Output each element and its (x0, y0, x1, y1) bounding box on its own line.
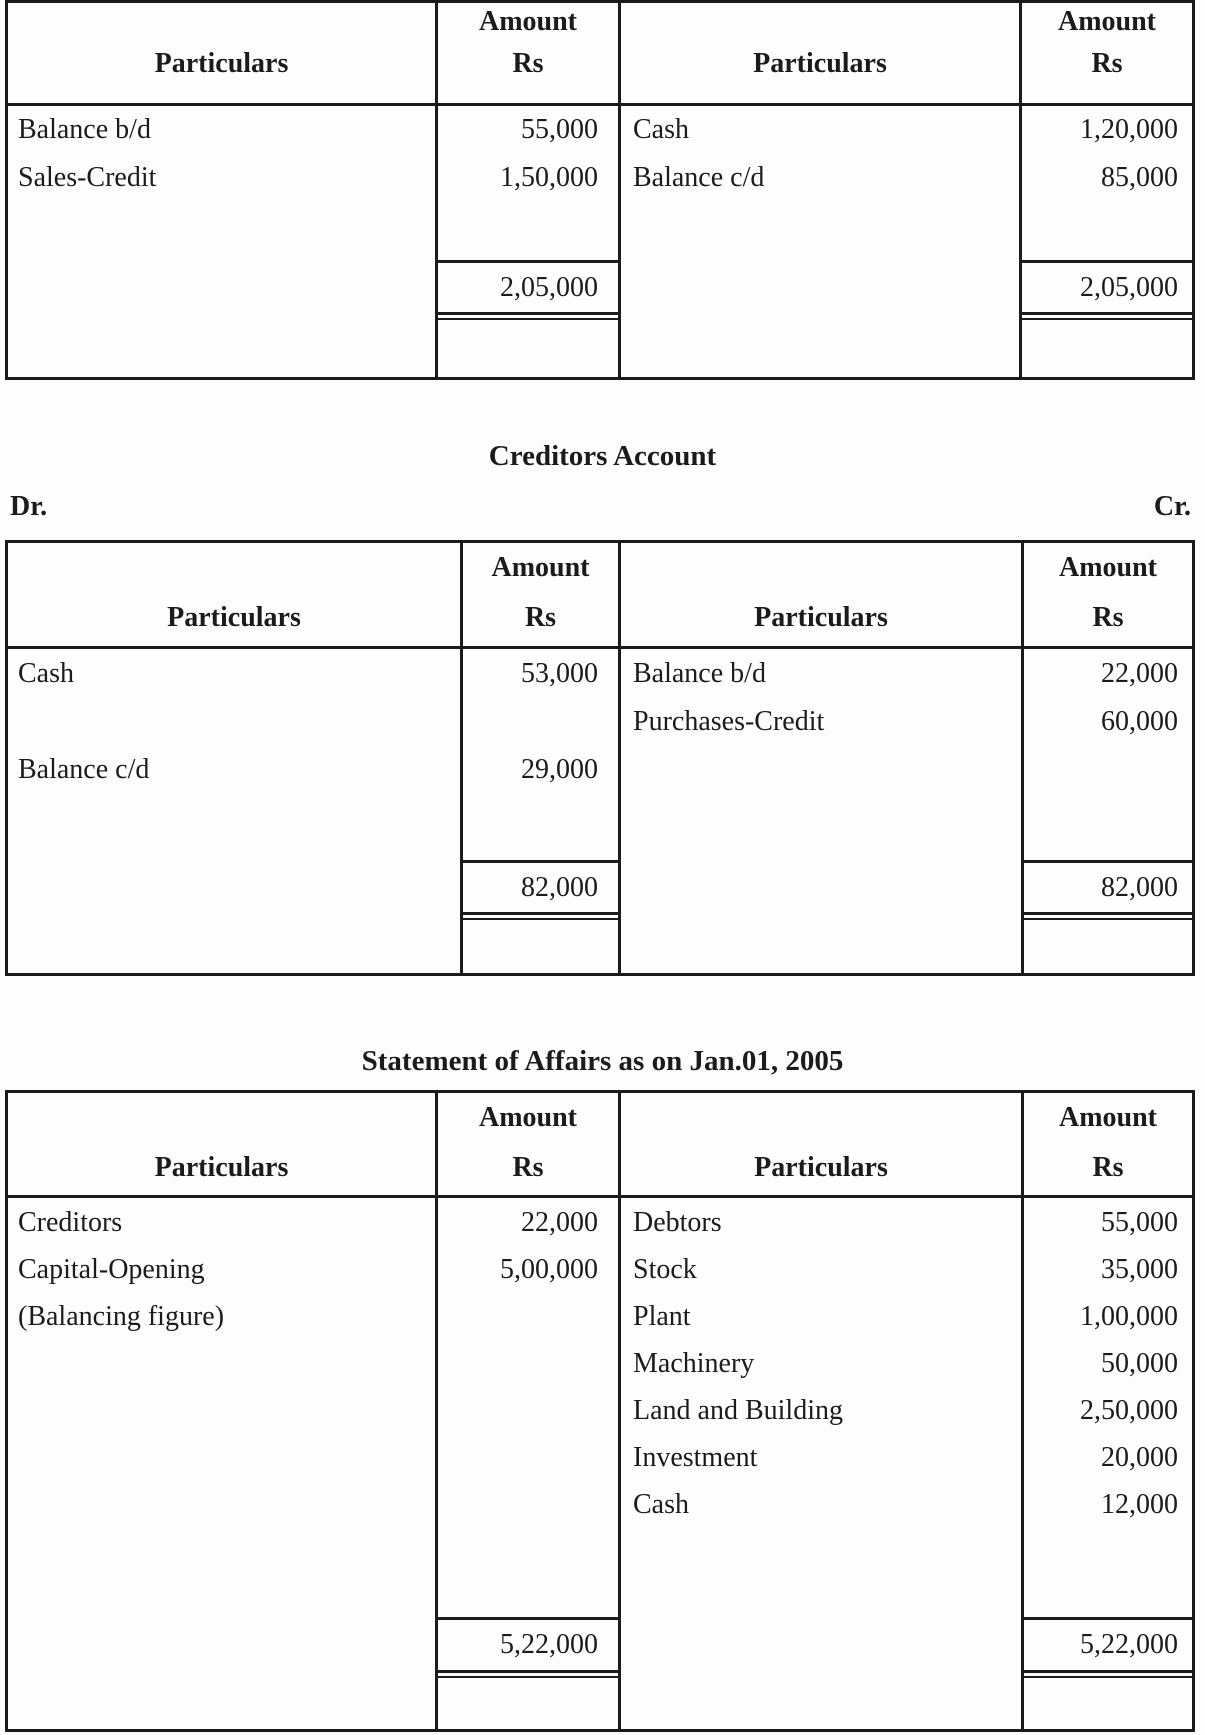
column-header-amount (1024, 1093, 1192, 1193)
table-row-amount: 1,50,000 (500, 162, 598, 193)
total-value: 82,000 (1101, 872, 1178, 903)
dr-label: Dr. (10, 491, 48, 522)
table-row-amount: 2,50,000 (1080, 1395, 1178, 1426)
debit-amount-column (435, 3, 618, 377)
total-rule-bottom (1024, 912, 1192, 915)
total-rule-double (438, 318, 618, 320)
table-row-amount: 20,000 (1101, 1442, 1178, 1473)
total-rule-bottom (1022, 312, 1192, 315)
total-value: 5,22,000 (1080, 1629, 1178, 1660)
credit-particulars-column (618, 543, 1021, 973)
table-row-amount: 1,20,000 (1080, 114, 1178, 145)
table-row-amount: 12,000 (1101, 1489, 1178, 1520)
table-row-amount: 55,000 (1101, 1207, 1178, 1238)
table-row: Debtors (633, 1207, 722, 1238)
debit-particulars-column (8, 3, 435, 377)
table-row-amount: 60,000 (1101, 706, 1178, 737)
amount-header-line2: Rs (512, 1152, 544, 1183)
total-rule-bottom (438, 1670, 618, 1673)
credit-amount-column (1021, 543, 1192, 973)
column-header-particulars: Particulars (154, 1152, 289, 1183)
table-row: Investment (633, 1442, 758, 1473)
total-value: 2,05,000 (1080, 272, 1178, 303)
table-row-amount: 53,000 (521, 658, 598, 689)
table-row-amount: 35,000 (1101, 1254, 1178, 1285)
amount-header-line2: Rs (1092, 1152, 1124, 1183)
table-row: Balance b/d (18, 114, 151, 145)
table-row: Balance c/d (633, 162, 765, 193)
amount-header-line1: Amount (1058, 1102, 1157, 1133)
amount-header-line1: Amount (491, 552, 590, 583)
cr-label: Cr. (1153, 491, 1191, 522)
account-table-top (5, 0, 1195, 380)
amount-header-line2: Rs (1092, 602, 1124, 633)
header-separator (8, 103, 1192, 106)
table-row: Cash (18, 658, 74, 689)
total-rule-double (1024, 918, 1192, 920)
table-row-amount (438, 1293, 618, 1340)
header-separator (8, 1195, 1192, 1198)
account-title: Creditors Account (488, 440, 717, 472)
column-header-particulars: Particulars (754, 602, 888, 633)
total-value: 2,05,000 (500, 272, 598, 303)
column-header-amount (1022, 3, 1192, 87)
column-header-amount (438, 1093, 618, 1193)
amount-header-line1: Amount (1058, 552, 1157, 583)
amount-header-line1: Amount (1057, 6, 1156, 37)
column-header-particulars: Particulars (154, 48, 289, 79)
table-row: Sales-Credit (18, 162, 157, 193)
table-row: Balance c/d (18, 754, 150, 785)
credit-particulars-column (618, 3, 1019, 377)
table-row (8, 698, 460, 746)
column-header-amount (438, 3, 618, 87)
amount-header-line2: Rs (512, 48, 544, 79)
table-row-amount: 85,000 (1101, 162, 1178, 193)
table-row: Purchases-Credit (633, 706, 825, 737)
total-rule-double (1022, 318, 1192, 320)
table-row-amount: 22,000 (521, 1207, 598, 1238)
total-rule-bottom (1024, 1670, 1192, 1673)
table-row-amount: 50,000 (1101, 1348, 1178, 1379)
liabilities-amount-column (435, 1093, 618, 1729)
column-header-amount (1024, 543, 1192, 643)
table-row: Plant (633, 1301, 691, 1332)
amount-header-line2: Rs (524, 602, 557, 633)
table-row: Balance b/d (633, 658, 766, 689)
column-header-amount (463, 543, 618, 643)
column-header-particulars: Particulars (753, 48, 887, 79)
amount-header-line1: Amount (478, 1102, 577, 1133)
total-rule-double (1024, 1676, 1192, 1678)
table-row-amount (463, 698, 618, 746)
amount-header-line2: Rs (1091, 48, 1123, 79)
table-row: Cash (633, 1489, 689, 1520)
liabilities-particulars-column (8, 1093, 435, 1729)
total-rule-double (438, 1676, 618, 1678)
table-row-amount: 55,000 (521, 114, 598, 145)
table-row: Cash (633, 114, 689, 145)
column-header-particulars: Particulars (754, 1152, 888, 1183)
table-row-amount: 5,00,000 (500, 1254, 598, 1285)
table-row: Creditors (18, 1207, 123, 1238)
total-value: 5,22,000 (500, 1629, 598, 1660)
assets-amount-column (1021, 1093, 1192, 1729)
creditors-account-table (5, 540, 1195, 976)
total-rule-double (463, 918, 618, 920)
statement-title: Statement of Affairs as on Jan.01, 2005 (361, 1045, 844, 1077)
total-value: 82,000 (521, 872, 598, 903)
table-row: Stock (633, 1254, 697, 1285)
amount-header-line1: Amount (478, 6, 577, 37)
statement-of-affairs-table (5, 1090, 1195, 1732)
column-header-particulars: Particulars (167, 602, 301, 633)
debit-particulars-column (8, 543, 460, 973)
total-rule-bottom (438, 312, 618, 315)
table-row-amount: 1,00,000 (1080, 1301, 1178, 1332)
table-row: Land and Building (633, 1395, 843, 1426)
debit-amount-column (460, 543, 618, 973)
assets-particulars-column (618, 1093, 1021, 1729)
table-row-amount: 22,000 (1101, 658, 1178, 689)
table-row: Machinery (633, 1348, 755, 1379)
table-row: (Balancing figure) (18, 1301, 225, 1332)
total-rule-bottom (463, 912, 618, 915)
credit-amount-column (1019, 3, 1192, 377)
table-row: Capital-Opening (18, 1254, 205, 1285)
header-separator (8, 646, 1192, 649)
table-row-amount: 29,000 (521, 754, 598, 785)
